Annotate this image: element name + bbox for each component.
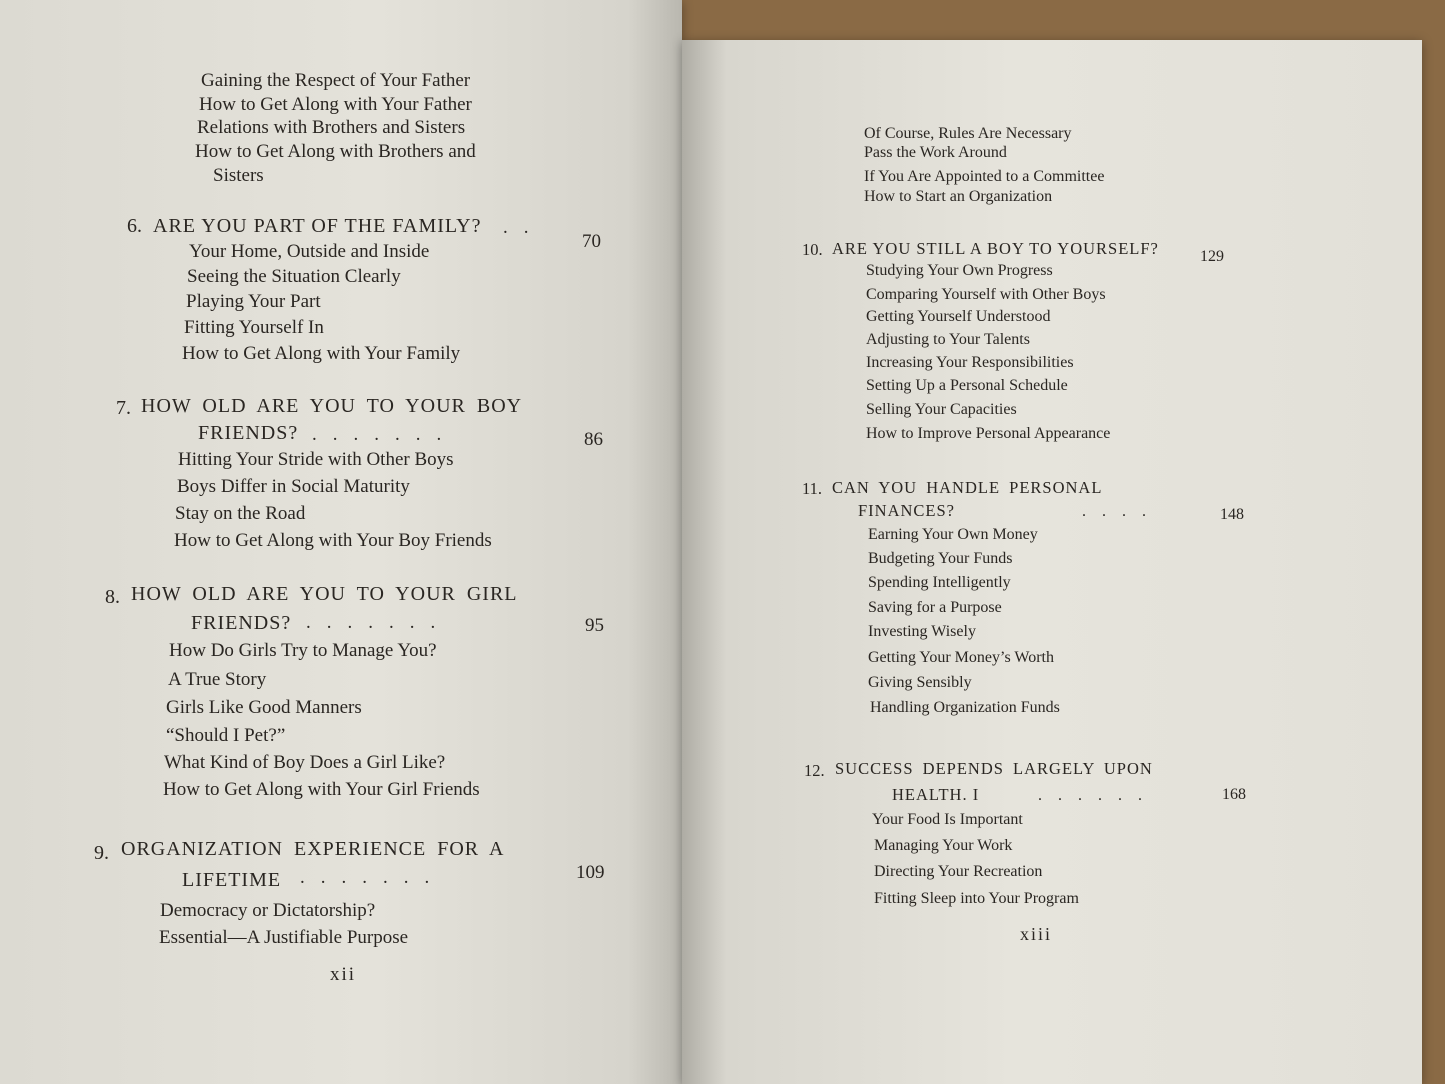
toc-subentry: Democracy or Dictatorship? <box>160 900 376 921</box>
page-folio: xii <box>330 964 357 985</box>
chapter-title: SUCCESS DEPENDS LARGELY UPON <box>835 759 1153 778</box>
toc-subentry: Your Home, Outside and Inside <box>189 241 430 262</box>
toc-subentry: Pass the Work Around <box>864 144 1007 161</box>
toc-subentry: Getting Your Money’s Worth <box>868 649 1054 666</box>
toc-subentry: Increasing Your Responsibilities <box>866 354 1074 371</box>
toc-subentry: Hitting Your Stride with Other Boys <box>178 449 454 470</box>
toc-subentry: How to Get Along with Your Girl Friends <box>163 779 480 800</box>
chapter-number: 8. <box>105 586 120 608</box>
toc-subentry: Essential—A Justifiable Purpose <box>159 927 409 948</box>
toc-subentry: Setting Up a Personal Schedule <box>866 377 1068 394</box>
toc-subentry: Adjusting to Your Talents <box>866 331 1030 348</box>
toc-subentry: Stay on the Road <box>175 503 306 524</box>
toc-subentry: How to Improve Personal Appearance <box>866 425 1111 442</box>
chapter-page-number: 95 <box>585 615 604 636</box>
toc-subentry: Spending Intelligently <box>868 574 1011 591</box>
chapter-page-number: 168 <box>1222 786 1246 803</box>
toc-subentry: Saving for a Purpose <box>868 599 1002 616</box>
toc-subentry: How to Get Along with Your Boy Friends <box>174 530 492 551</box>
toc-subentry: Directing Your Recreation <box>874 863 1043 880</box>
left-page <box>0 0 682 1084</box>
chapter-title-continued: HEALTH. I <box>892 785 980 804</box>
chapter-title-continued: FRIENDS? <box>198 422 299 444</box>
toc-subentry: How to Get Along with Your Father <box>199 94 472 115</box>
toc-subentry: Studying Your Own Progress <box>866 262 1053 279</box>
toc-subentry: Sisters <box>213 165 264 186</box>
toc-subentry: Your Food Is Important <box>872 811 1023 828</box>
toc-subentry: How to Start an Organization <box>864 188 1053 205</box>
chapter-number: 9. <box>94 842 109 864</box>
toc-subentry: Seeing the Situation Clearly <box>187 266 401 287</box>
chapter-title: HOW OLD ARE YOU TO YOUR BOY <box>141 395 523 417</box>
toc-subentry: What Kind of Boy Does a Girl Like? <box>164 752 446 773</box>
toc-subentry: Getting Yourself Understood <box>866 308 1051 325</box>
page-folio: xiii <box>1020 924 1053 944</box>
chapter-number: 6. <box>127 215 142 237</box>
chapter-page-number: 70 <box>582 231 601 252</box>
chapter-page-number: 109 <box>576 862 605 883</box>
chapter-page-number: 129 <box>1200 248 1224 265</box>
toc-subentry: Boys Differ in Social Maturity <box>177 476 410 497</box>
toc-subentry: Girls Like Good Manners <box>166 697 362 718</box>
toc-subentry: Gaining the Respect of Your Father <box>201 70 471 91</box>
chapter-title-continued: FINANCES? <box>858 501 956 520</box>
chapter-title: ARE YOU STILL A BOY TO YOURSELF? <box>832 239 1159 258</box>
chapter-number: 10. <box>802 240 823 259</box>
chapter-number: 11. <box>802 479 823 498</box>
toc-subentry: Of Course, Rules Are Necessary <box>864 125 1072 142</box>
leader-dots: ....... <box>306 612 452 633</box>
toc-subentry: How to Get Along with Your Family <box>182 343 461 364</box>
toc-subentry: Playing Your Part <box>186 291 321 312</box>
toc-subentry: Handling Organization Funds <box>870 699 1060 716</box>
right-page <box>682 40 1422 1084</box>
toc-subentry: Fitting Yourself In <box>184 317 324 338</box>
toc-subentry: Managing Your Work <box>874 837 1013 854</box>
chapter-page-number: 148 <box>1220 506 1244 523</box>
chapter-title: HOW OLD ARE YOU TO YOUR GIRL <box>131 583 518 605</box>
chapter-title: ORGANIZATION EXPERIENCE FOR A <box>121 838 505 860</box>
toc-subentry: A True Story <box>168 669 267 690</box>
toc-subentry: Relations with Brothers and Sisters <box>197 117 466 138</box>
chapter-title-continued: LIFETIME <box>182 869 282 891</box>
chapter-page-number: 86 <box>584 429 603 450</box>
toc-subentry: Giving Sensibly <box>868 674 972 691</box>
toc-subentry: Earning Your Own Money <box>868 526 1038 543</box>
chapter-title: ARE YOU PART OF THE FAMILY? <box>153 215 482 237</box>
toc-subentry: Investing Wisely <box>868 623 976 640</box>
toc-subentry: How Do Girls Try to Manage You? <box>169 640 437 661</box>
leader-dots: .. <box>503 217 545 238</box>
chapter-title: CAN YOU HANDLE PERSONAL <box>832 478 1103 497</box>
chapter-number: 7. <box>116 397 131 419</box>
toc-subentry: Fitting Sleep into Your Program <box>874 890 1079 907</box>
toc-subentry: Budgeting Your Funds <box>868 550 1013 567</box>
chapter-number: 12. <box>804 761 825 780</box>
toc-subentry: Comparing Yourself with Other Boys <box>866 286 1106 303</box>
leader-dots: ...... <box>1038 787 1158 804</box>
leader-dots: ....... <box>312 424 458 445</box>
toc-subentry: Selling Your Capacities <box>866 401 1017 418</box>
leader-dots: .... <box>1082 503 1162 520</box>
chapter-title-continued: FRIENDS? <box>191 612 292 634</box>
toc-subentry: If You Are Appointed to a Committee <box>864 168 1105 185</box>
leader-dots: ....... <box>300 867 446 888</box>
toc-subentry: How to Get Along with Brothers and <box>195 141 476 162</box>
toc-subentry: “Should I Pet?” <box>166 725 286 746</box>
